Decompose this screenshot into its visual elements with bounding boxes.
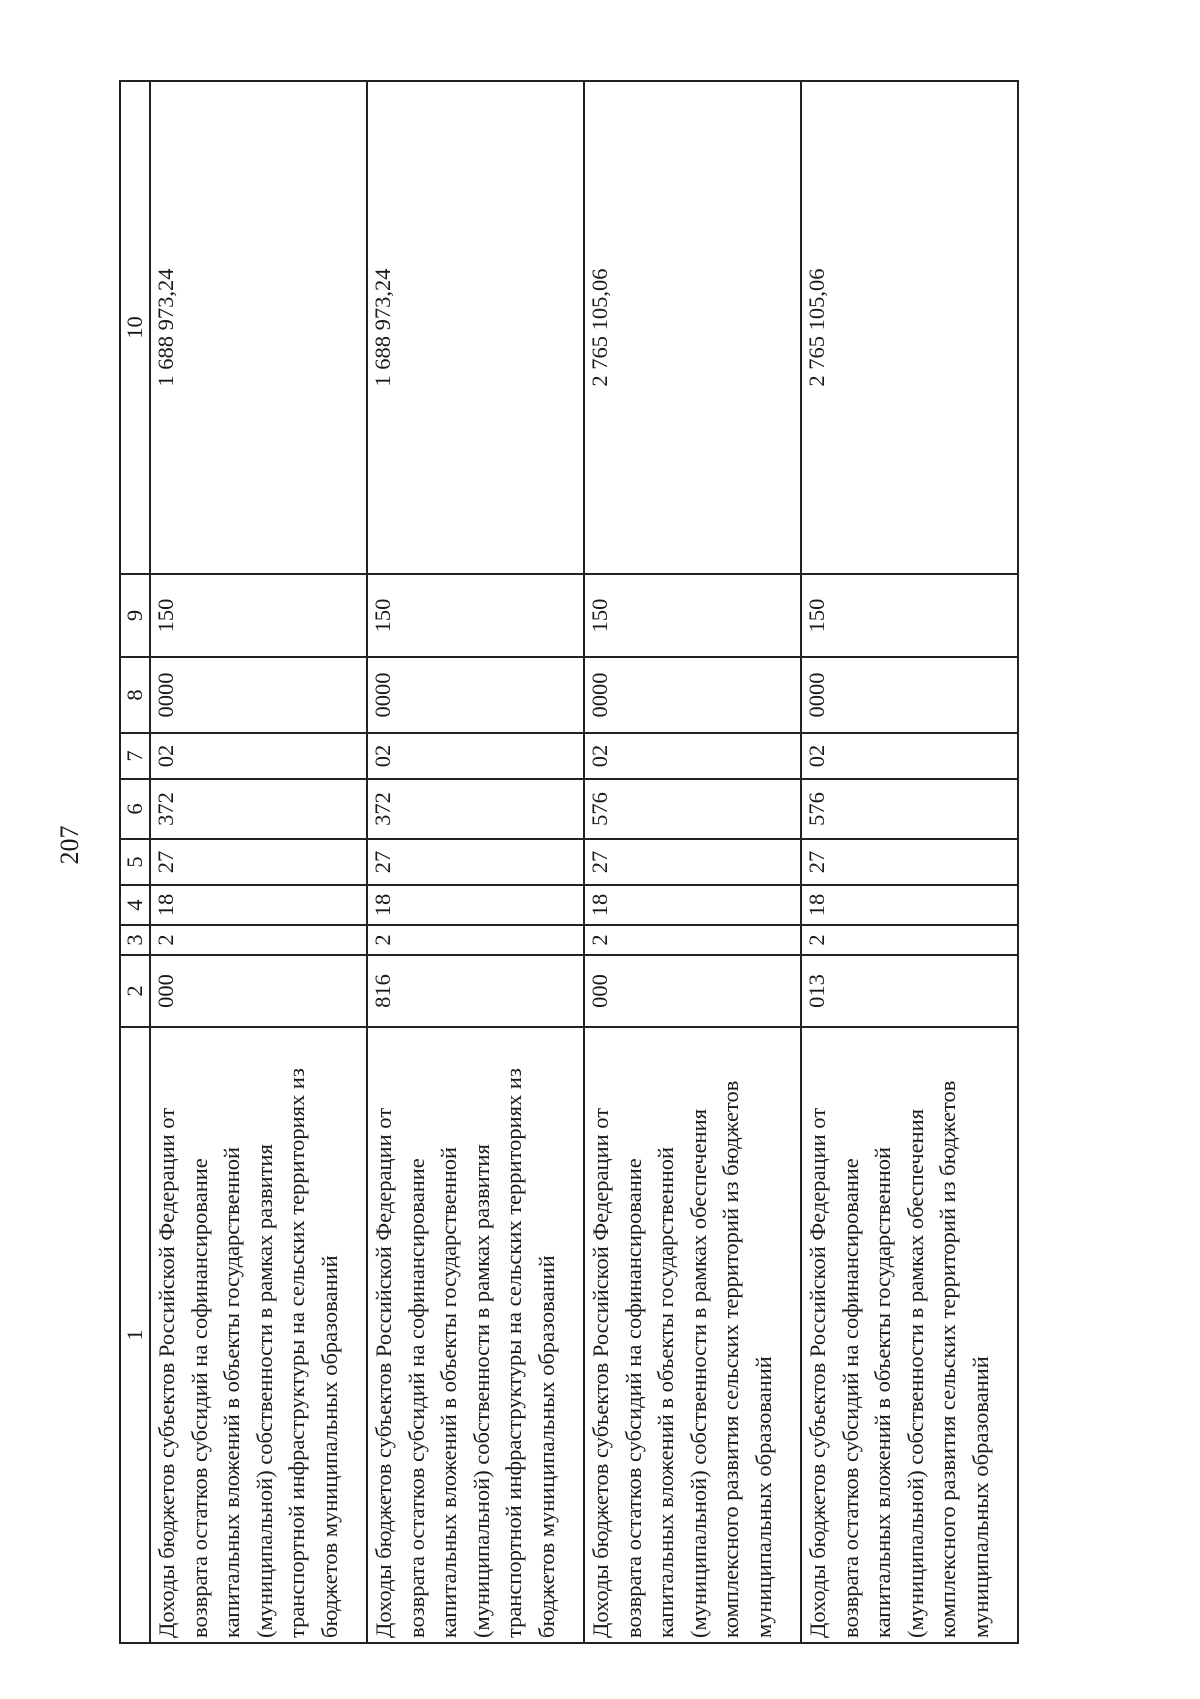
code-cell: 18 xyxy=(367,885,584,925)
code-cell: 27 xyxy=(150,839,367,885)
code-cell: 372 xyxy=(150,779,367,839)
code-cell: 150 xyxy=(584,574,801,657)
description-cell: Доходы бюджетов субъектов Российской Федерации от возврата остатков субсидий на софинансирование капитальных вложений в объекты государственной (муниципальной) собственности в рамках обеспечения комплексного развития сельских территорий из бюджетов муниципальных образований xyxy=(584,1027,801,1643)
code-cell: 372 xyxy=(367,779,584,839)
code-cell: 2 xyxy=(367,925,584,955)
code-cell: 000 xyxy=(584,955,801,1027)
code-cell: 02 xyxy=(584,733,801,779)
amount-cell: 2 765 105,06 xyxy=(801,81,1018,574)
budget-table xyxy=(119,80,1019,1644)
code-cell: 013 xyxy=(801,955,1018,1027)
header-cell: 4 xyxy=(120,885,150,925)
description-cell: Доходы бюджетов субъектов Российской Федерации от возврата остатков субсидий на софинансирование капитальных вложений в объекты государственной (муниципальной) собственности в рамках обеспечения комплексного развития сельских территорий из бюджетов муниципальных образований xyxy=(801,1027,1018,1643)
header-cell: 8 xyxy=(120,657,150,733)
code-cell: 18 xyxy=(801,885,1018,925)
page-number: 207 xyxy=(55,825,84,865)
amount-cell: 2 765 105,06 xyxy=(584,81,801,574)
code-cell: 0000 xyxy=(150,657,367,733)
header-cell: 5 xyxy=(120,839,150,885)
code-cell: 2 xyxy=(584,925,801,955)
code-cell: 576 xyxy=(801,779,1018,839)
code-cell: 0000 xyxy=(584,657,801,733)
table-row xyxy=(150,81,367,1643)
code-cell: 0000 xyxy=(367,657,584,733)
header-cell: 3 xyxy=(120,925,150,955)
code-cell: 27 xyxy=(367,839,584,885)
code-cell: 02 xyxy=(150,733,367,779)
header-row xyxy=(120,81,150,1643)
code-cell: 816 xyxy=(367,955,584,1027)
code-cell: 18 xyxy=(150,885,367,925)
header-cell: 9 xyxy=(120,574,150,657)
code-cell: 27 xyxy=(801,839,1018,885)
code-cell: 000 xyxy=(150,955,367,1027)
code-cell: 2 xyxy=(801,925,1018,955)
code-cell: 0000 xyxy=(801,657,1018,733)
table-row xyxy=(801,81,1018,1643)
header-cell: 7 xyxy=(120,733,150,779)
code-cell: 150 xyxy=(801,574,1018,657)
code-cell: 150 xyxy=(150,574,367,657)
code-cell: 02 xyxy=(367,733,584,779)
code-cell: 02 xyxy=(801,733,1018,779)
amount-cell: 1 688 973,24 xyxy=(367,81,584,574)
code-cell: 18 xyxy=(584,885,801,925)
table-row xyxy=(367,81,584,1643)
header-cell: 2 xyxy=(120,955,150,1027)
description-cell: Доходы бюджетов субъектов Российской Федерации от возврата остатков субсидий на софинансирование капитальных вложений в объекты государственной (муниципальной) собственности в рамках развития транспортной инфраструктуры на сельских территориях из бюджетов муниципальных образований xyxy=(150,1027,367,1643)
code-cell: 2 xyxy=(150,925,367,955)
header-cell: 1 xyxy=(120,1027,150,1643)
code-cell: 150 xyxy=(367,574,584,657)
description-cell: Доходы бюджетов субъектов Российской Федерации от возврата остатков субсидий на софинансирование капитальных вложений в объекты государственной (муниципальной) собственности в рамках развития транспортной инфраструктуры на сельских территориях из бюджетов муниципальных образований xyxy=(367,1027,584,1643)
code-cell: 27 xyxy=(584,839,801,885)
header-cell: 6 xyxy=(120,779,150,839)
header-cell: 10 xyxy=(120,81,150,574)
table-row xyxy=(584,81,801,1643)
amount-cell: 1 688 973,24 xyxy=(150,81,367,574)
rotated-table-container xyxy=(119,82,1029,1644)
code-cell: 576 xyxy=(584,779,801,839)
